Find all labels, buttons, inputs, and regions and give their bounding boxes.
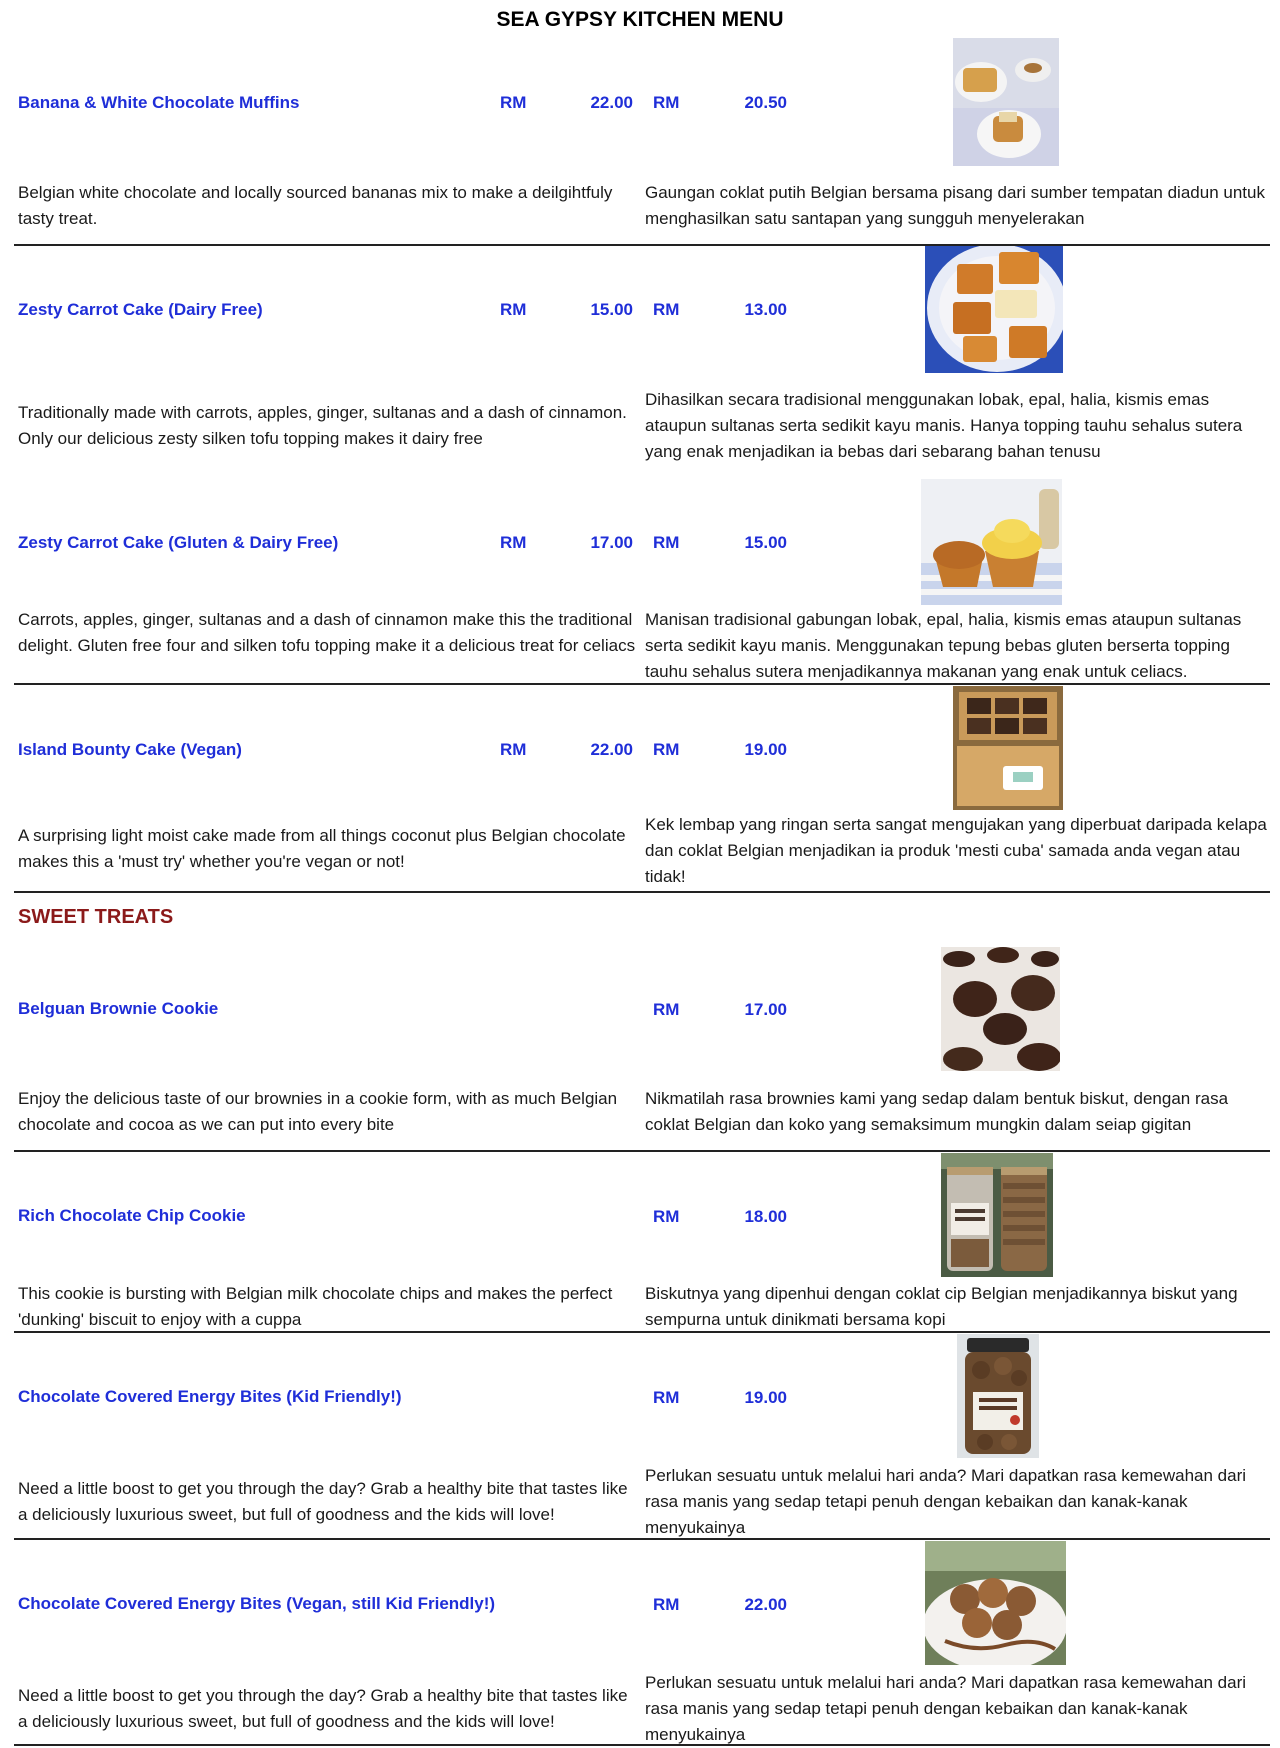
price-value: 15.00 [590, 300, 633, 319]
price-value: 15.00 [744, 533, 787, 552]
currency-label: RM [653, 533, 680, 552]
divider [14, 1744, 1270, 1746]
cookie-jars-photo [941, 1153, 1053, 1277]
divider [14, 683, 1270, 685]
item-name: Banana & White Chocolate Muffins [18, 93, 300, 112]
divider [14, 1538, 1270, 1540]
item-name: Chocolate Covered Energy Bites (Kid Friendly!) [18, 1387, 402, 1406]
currency-label: RM [653, 1388, 680, 1407]
price-value: 22.00 [590, 740, 633, 759]
currency-label: RM [653, 1207, 680, 1226]
item-name: Rich Chocolate Chip Cookie [18, 1206, 246, 1225]
divider [14, 1331, 1270, 1333]
divider [14, 1150, 1270, 1152]
price-value: 22.00 [744, 1595, 787, 1614]
description-malay: Kek lembap yang ringan serta sangat mengujakan yang diperbuat daripada kelapa dan coklat Belgian menjadikan ia produk 'mesti cuba' samada anda vegan atau tidak! [645, 815, 1267, 886]
description-malay: Manisan tradisional gabungan lobak, epal, halia, kismis emas ataupun sultanas serta sedikit kayu manis. Menggunakan tepung bebas gluten berserta topping tauhu sehalus sutera menjadikannya makanan yang enak untuk celiacs. [645, 610, 1242, 681]
price-value: 22.00 [590, 93, 633, 112]
item-name: Zesty Carrot Cake (Dairy Free) [18, 300, 263, 319]
item-name: Chocolate Covered Energy Bites (Vegan, still Kid Friendly!) [18, 1594, 496, 1613]
price-value: 13.00 [744, 300, 787, 319]
currency-label: RM [500, 533, 527, 552]
currency-label: RM [653, 93, 680, 112]
menu-title: SEA GYPSY KITCHEN MENU [496, 8, 784, 31]
description-malay: Perlukan sesuatu untuk melalui hari anda? Mari dapatkan rasa kemewahan dari rasa manis yang sedap tetapi penuh dengan kebaikan dan kanak-kanak menyukainya [645, 1673, 1247, 1744]
currency-label: RM [500, 740, 527, 759]
price-value: 17.00 [590, 533, 633, 552]
carrot-cake-squares-photo [925, 246, 1063, 373]
currency-label: RM [653, 740, 680, 759]
currency-label: RM [500, 300, 527, 319]
price-value: 18.00 [744, 1207, 787, 1226]
currency-label: RM [653, 1000, 680, 1019]
price-value: 17.00 [744, 1000, 787, 1019]
item-name: Belguan Brownie Cookie [18, 999, 219, 1018]
bounty-cake-box-photo [953, 686, 1063, 810]
description-malay: Gaungan coklat putih Belgian bersama pisang dari sumber tempatan diadun untuk menghasilkan satu santapan yang sungguh menyelerakan [645, 183, 1265, 228]
currency-label: RM [500, 93, 527, 112]
description-english: Need a little boost to get you through the day? Grab a healthy bite that tastes like a deliciously luxurious sweet, but full of goodness and the kids will love! [18, 1479, 628, 1524]
price-value: 20.50 [744, 93, 787, 112]
description-malay: Nikmatilah rasa brownies kami yang sedap dalam bentuk biskut, dengan rasa coklat Belgian dan koko yang semaksimum mungkin dalam seiap gigitan [645, 1089, 1229, 1134]
price-value: 19.00 [744, 740, 787, 759]
brownie-cookies-photo [941, 947, 1060, 1071]
currency-label: RM [653, 1595, 680, 1614]
price-value: 19.00 [744, 1388, 787, 1407]
energy-bites-jar-photo [957, 1334, 1039, 1458]
description-english: This cookie is bursting with Belgian milk chocolate chips and makes the perfect 'dunking' biscuit to enjoy with a cuppa [18, 1284, 613, 1329]
divider [14, 891, 1270, 893]
description-english: Carrots, apples, ginger, sultanas and a dash of cinnamon make this the traditional delight. Gluten free four and silken tofu topping make it a delicious treat for celiacs [18, 610, 636, 655]
description-malay: Dihasilkan secara tradisional menggunakan lobak, epal, halia, kismis emas ataupun sultanas serta sedikit kayu manis. Hanya topping tauhu sehalus sutera yang enak menjadikan ia bebas dari sebarang bahan tenusu [645, 390, 1243, 461]
description-english: Enjoy the delicious taste of our brownies in a cookie form, with as much Belgian chocolate and cocoa as we can put into every bite [18, 1089, 618, 1134]
item-name: Island Bounty Cake (Vegan) [18, 740, 242, 759]
currency-label: RM [653, 300, 680, 319]
muffins-on-plate-photo [953, 38, 1059, 166]
description-english: A surprising light moist cake made from all things coconut plus Belgian chocolate makes this a 'must try' whether you're vegan or not! [18, 826, 626, 871]
description-english: Traditionally made with carrots, apples, ginger, sultanas and a dash of cinnamon. Only our delicious zesty silken tofu topping makes it dairy free [18, 403, 627, 448]
section-heading-sweet-treats: SWEET TREATS [18, 906, 174, 928]
divider [14, 244, 1270, 246]
description-malay: Biskutnya yang dipenhui dengan coklat cip Belgian menjadikannya biskut yang sempurna untuk dinikmati bersama kopi [645, 1284, 1238, 1329]
energy-bites-plate-photo [925, 1541, 1066, 1665]
description-malay: Perlukan sesuatu untuk melalui hari anda? Mari dapatkan rasa kemewahan dari rasa manis yang sedap tetapi penuh dengan kebaikan dan kanak-kanak menyukainya [645, 1466, 1247, 1537]
item-name: Zesty Carrot Cake (Gluten & Dairy Free) [18, 533, 339, 552]
carrot-cupcakes-photo [921, 479, 1062, 605]
description-english: Need a little boost to get you through the day? Grab a healthy bite that tastes like a deliciously luxurious sweet, but full of goodness and the kids will love! [18, 1686, 628, 1731]
description-english: Belgian white chocolate and locally sourced bananas mix to make a deilgihtfuly tasty treat. [18, 183, 613, 228]
